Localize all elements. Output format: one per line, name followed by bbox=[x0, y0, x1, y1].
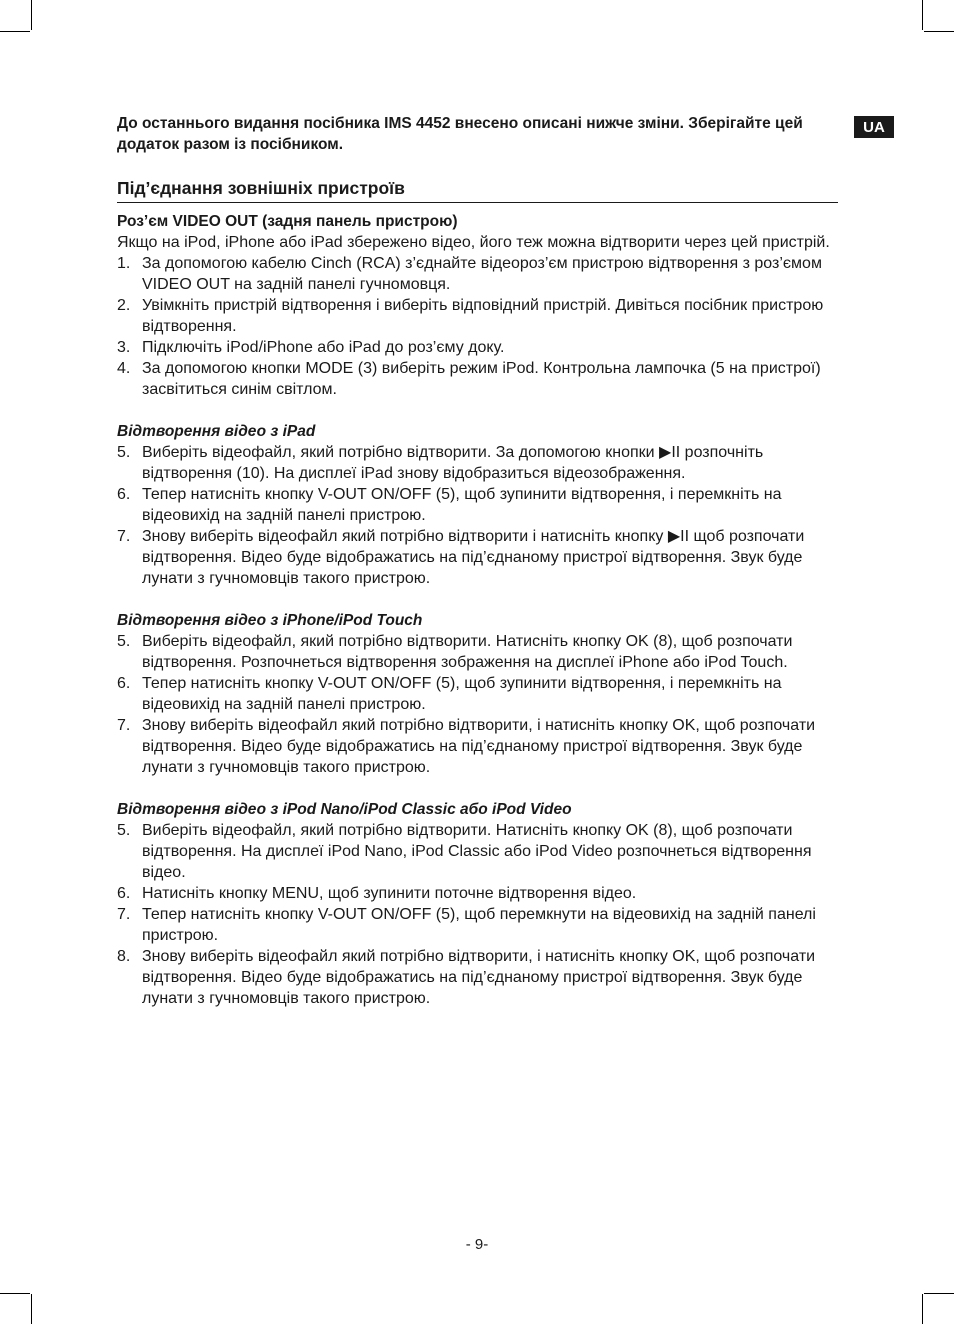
crop-mark-bottom-right-vertical bbox=[922, 1294, 923, 1324]
crop-mark-top-left-horizontal bbox=[0, 31, 30, 32]
page-number: - 9- bbox=[465, 1236, 489, 1253]
crop-mark-bottom-left-horizontal bbox=[0, 1293, 30, 1294]
nano-subtitle: Відтворення відео з iPod Nano/iPod Classic або iPod Video bbox=[117, 801, 572, 818]
iphone-steps bbox=[117, 631, 838, 778]
connector-title: Роз’єм VIDEO OUT (задня панель пристрою) bbox=[117, 213, 458, 230]
list-item: 2. Увімкніть пристрій відтворення і виберіть відповідний пристрій. Дивіться посібник пристрою відтворення. bbox=[117, 297, 824, 335]
list-item: 6. Тепер натисніть кнопку V-OUT ON/OFF (5), щоб зупинити відтворення, і перемкніть на відеовихід на задній панелі пристрою. bbox=[117, 675, 782, 713]
list-item: 6. Тепер натисніть кнопку V-OUT ON/OFF (5), щоб зупинити відтворення, і перемкніть на відеовихід на задній панелі пристрою. bbox=[117, 486, 782, 524]
list-item: 3. Підключіть iPod/iPhone або iPad до роз’єму доку. bbox=[117, 339, 505, 356]
connector-steps bbox=[117, 253, 838, 400]
language-tab: UA bbox=[854, 116, 894, 138]
nano-steps bbox=[117, 820, 838, 1009]
ipad-steps bbox=[117, 442, 838, 589]
ipad-subtitle: Відтворення відео з iPad bbox=[117, 423, 316, 440]
crop-mark-top-right-vertical bbox=[922, 0, 923, 30]
list-item: 6. Натисніть кнопку MENU, щоб зупинити поточне відтворення відео. bbox=[117, 885, 637, 902]
crop-mark-bottom-right-horizontal bbox=[924, 1293, 954, 1294]
list-item: 7. Знову виберіть відеофайл який потрібно відтворити і натисніть кнопку ▶II щоб розпочати відтворення. Відео буде відображатись на під’єднаному пристрої відтворення. Звук буде лунати з гучномовців такого пристрою. bbox=[117, 528, 805, 587]
page-content bbox=[117, 113, 838, 1009]
crop-mark-top-left-vertical bbox=[31, 0, 32, 30]
crop-mark-bottom-left-vertical bbox=[31, 1294, 32, 1324]
section-title: Під’єднання зовнішніх пристроїв bbox=[117, 178, 838, 203]
list-item: 4. За допомогою кнопки MODE (3) виберіть режим iPod. Контрольна лампочка (5 на пристрої) засвітиться синім світлом. bbox=[117, 360, 821, 398]
list-item: 1. За допомогою кабелю Cinch (RCA) з’єднайте відеороз’єм пристрою відтворення з роз’ємом VIDEO OUT на задній панелі гучномовця. bbox=[117, 255, 822, 293]
list-item: 5. Виберіть відеофайл, який потрібно відтворити. За допомогою кнопки ▶II розпочніть відтворення (10). На дисплеї iPad знову відобразиться відеозображення. bbox=[117, 444, 764, 482]
list-item: 7. Тепер натисніть кнопку V-OUT ON/OFF (5), щоб перемкнути на відеовихід на задній панелі пристрою. bbox=[117, 906, 816, 944]
crop-mark-top-right-horizontal bbox=[924, 31, 954, 32]
list-item: 5. Виберіть відеофайл, який потрібно відтворити. Натисніть кнопку OK (8), щоб розпочати відтворення. На дисплеї iPod Nano, iPod Classic або iPod Video розпочнеться відтворення відео. bbox=[117, 822, 812, 881]
list-item: 7. Знову виберіть відеофайл який потрібно відтворити, і натисніть кнопку OK, щоб розпочати відтворення. Відео буде відображатись на під’єднаному пристрої відтворення. Звук буде лунати з гучномовців такого пристрою. bbox=[117, 717, 816, 776]
intro-note: До останнього видання посібника IMS 4452 внесено описані нижче зміни. Зберігайте цей додаток разом із посібником. bbox=[117, 115, 803, 153]
list-item: 5. Виберіть відеофайл, який потрібно відтворити. Натисніть кнопку OK (8), щоб розпочати відтворення. Розпочнеться відтворення зображення на дисплеї iPhone або iPod Touch. bbox=[117, 633, 793, 671]
iphone-subtitle: Відтворення відео з iPhone/iPod Touch bbox=[117, 612, 423, 629]
connector-text: Якщо на iPod, iPhone або iPad збережено відео, його теж можна відтворити через цей пристрій. bbox=[117, 234, 830, 251]
list-item: 8. Знову виберіть відеофайл який потрібно відтворити, і натисніть кнопку OK, щоб розпочати відтворення. Відео буде відображатись на під’єднаному пристрої відтворення. Звук буде лунати з гучномовців такого пристрою. bbox=[117, 948, 816, 1007]
